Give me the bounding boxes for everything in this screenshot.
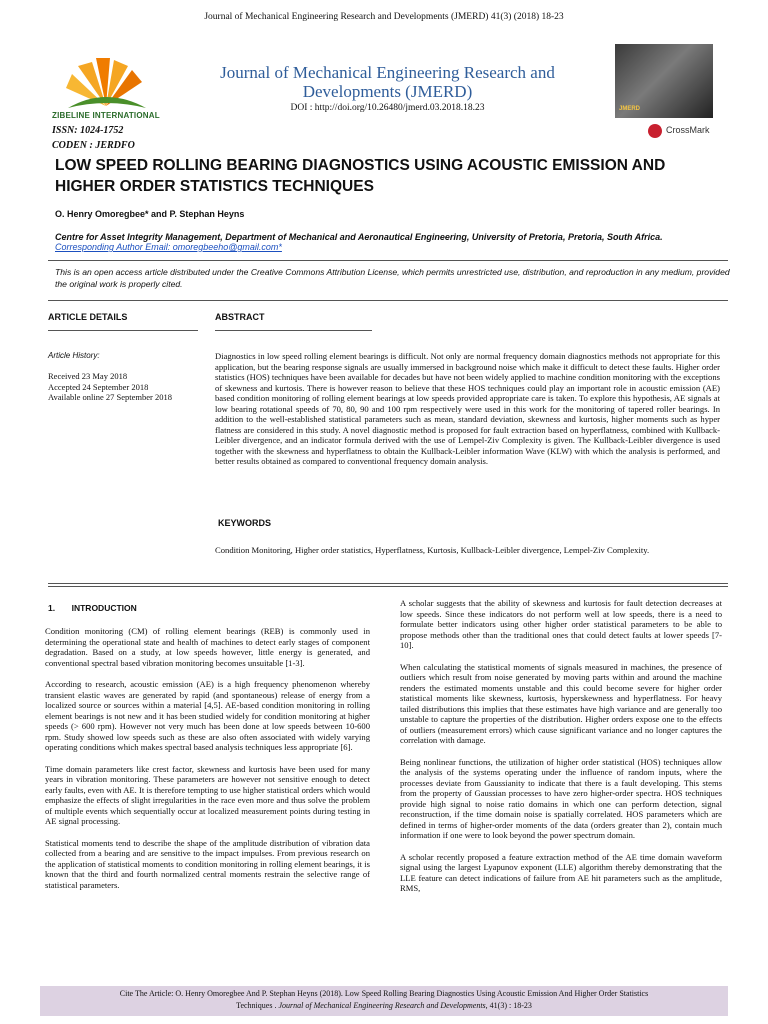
- citation-line-1: Cite The Article: O. Henry Omoregbee And P. Stephan Heyns (2018). Low Speed Rolling Bearing Diagnostics Using Acoustic Emission And Higher Order Statistics: [119, 989, 649, 998]
- divider: [48, 260, 728, 261]
- paragraph: A scholar suggests that the ability of skewness and kurtosis for fault detection decreases at low speeds. Since these indicators do not perform well at low speeds, there is a need to formulate better indicators using other higher order statistical parameters to be able to propose methods other than the traditional ones that could detect faults at lower speeds [7-10].: [400, 598, 722, 650]
- publisher-name: ZIBELINE INTERNATIONAL: [52, 111, 160, 120]
- divider: [48, 583, 728, 584]
- paragraph: According to research, acoustic emission (AE) is a high frequency phenomenon whereby transient elastic waves are generated by rapid (and spontaneous) release of energy from a localized source or sources within a material [4,5]. AE-based condition monitoring in rolling element bearings is not new and it has been studied widely for condition monitoring at higher speeds (> 600 rpm). However not very much has been done at low speeds between 10-600 rpm. Study showed low speeds such as these are also often associated with widely varying operating conditions which makes spectral based analysis techniques less appropriate [6].: [45, 679, 370, 752]
- paragraph: Being nonlinear functions, the utilization of higher order statistical (HOS) techniques allow the analysis of the systems operating under the influence of random inputs, where the processes deviate from Gaussianity to indicate that there is a fault developing. This stems from the property of Gaussian processes to have zero higher-order spectra. HOS techniques provide high signal to noise ratio domains in which one can perform detection, signal reconstruction, if the time domain noise is spatially correlated. HOS parameters which are defined in terms of higher-order moments of the data (orders greater than 2), contain much information if one were to look beyond the power spectrum domain.: [400, 756, 722, 840]
- paragraph: Statistical moments tend to describe the shape of the amplitude distribution of vibration data collected from a bearing and are sensitive to the impact impulses. From previous research on the application of statistical moments to condition monitoring in rolling element bearings, it is known that the third and fourth normalized central moments restrain the selective range of statistical parameters.: [45, 837, 370, 890]
- received-date: Received 23 May 2018: [48, 371, 128, 381]
- accepted-date: Accepted 24 September 2018: [48, 381, 149, 392]
- divider: [48, 300, 728, 301]
- doi-link[interactable]: DOI : http://doi.org/10.26480/jmerd.03.2018.18.23: [290, 103, 485, 113]
- citation-line-2: [40, 1000, 728, 1012]
- paragraph: A scholar recently proposed a feature extraction method of the AE time domain waveform signal using the largest Lyapunov exponent (LLE) algorithm thereby demonstrating that the LLE feature can detect indications of failure from AE hit parameters such as the amplitude, RMS,: [400, 851, 722, 893]
- citation-prefix: Techniques .: [236, 1001, 277, 1010]
- paragraph: Time domain parameters like crest factor, skewness and kurtosis have been used for many years in vibration monitoring. These parameters are however not sensitive enough to detect early faults, even with AE. It is therefore tempting to use higher statistical orders which would emphasize the effects of slight irregularities in the race even more and thus solve the problem of multiple events which sequentially occur at localized measurement points during testing in AE signal processing.: [45, 763, 370, 826]
- issn: ISSN: 1024-1752: [52, 125, 124, 136]
- paragraph: Condition monitoring (CM) of rolling element bearings (REB) is commonly used in determining the operational state and health of machines to detect early stages of component degradation. Based on a study, at low speeds however, little energy is generated, and conventional spectral based vibration monitoring becomes unsuitable [1-3].: [45, 626, 370, 668]
- sunburst-icon: [66, 58, 146, 108]
- citation-suffix: , 41(3) : 18-23: [485, 1001, 532, 1010]
- affiliation: Centre for Asset Integrity Management, Department of Mechanical and Aeronautical Engineering, University of Pretoria, Pretoria, South Africa.: [55, 232, 663, 242]
- license-note: This is an open access article distributed under the Creative Commons Attribution License, which permits unrestricted use, distribution, and reproduction in any medium, provided the original work is properly cited.: [55, 267, 730, 289]
- divider: [48, 330, 198, 331]
- introduction-heading: 1. INTRODUCTION: [48, 603, 137, 613]
- article-history: [48, 371, 172, 403]
- abstract-text: Diagnostics in low speed rolling element bearings is difficult. Not only are normal frequency domain diagnostics methods not appropriate for this application, but the bearing response signals are usually immersed in background noise which make it difficult to detect these faults. Higher order statistics (HOS) techniques have been available for decades but have not been widely applied to machine condition monitoring with the exceptions of skewness and kurtosis. There is however reason to believe that these HOS techniques could play an important role in acoustic emission (AE) based condition monitoring of rolling element bearings at low speeds provided appropriate care is taken. To explore this hypothesis, AE signals at low bearing rotational speeds of 70, 80, 90 and 100 rpm respectively were used in this work for the monitoring of tapered roller bearings. In addition to the well-established statistical parameters such as mean, standard deviation, skewness and kurtosis, higher moments such as hyper flatness are considered in this study. A novel diagnostic method is proposed for fault extraction based on hyperflatness, combined with Kullback-Leibler divergence, and an indicator formula derived with the use of Lempel-Ziv Complexity is given. The Kullback-Leibler divergence is used together with the skewness and hyperflatness to obtain the Kullback-Leibler information Wave (KLW) with which the analysis is performed, and better results obtained as compared to conventional frequency domain analysis.: [215, 351, 720, 466]
- article-details-heading: ARTICLE DETAILS: [48, 312, 128, 322]
- citation-footer: [40, 986, 728, 1016]
- citation-journal: Journal of Mechanical Engineering Research and Developments: [278, 1001, 486, 1010]
- article-title: LOW SPEED ROLLING BEARING DIAGNOSTICS USING ACOUSTIC EMISSION AND HIGHER ORDER STATISTICS TECHNIQUES: [55, 157, 666, 195]
- divider: [48, 586, 728, 587]
- authors: O. Henry Omoregbee* and P. Stephan Heyns: [55, 209, 245, 219]
- journal-cover-label: JMERD: [619, 106, 641, 112]
- history-label: Article History:: [48, 351, 100, 360]
- abstract-heading: ABSTRACT: [215, 312, 265, 322]
- divider: [215, 330, 372, 331]
- left-column: [45, 626, 370, 901]
- coden: CODEN : JERDFO: [52, 140, 135, 151]
- paragraph: When calculating the statistical moments of signals measured in machines, the presence of outliers which result from noise generated by moving parts within and around the machine renders the estimated moments unstable and this could become severe for higher order statistical moments like skewness, kurtosis, hyperskewness and hyperflatness. For heavy tailed distributions this implies that these estimates have high variance and are generally too unstable to capture the properties of the distribution. Higher orders expose one to the effects of outliers (measurement errors) which cause significant variance and no longer captures the correlation with damage.: [400, 661, 722, 745]
- keywords: Condition Monitoring, Higher order statistics, Hyperflatness, Kurtosis, Kullback-Leibler divergence, Lempel-Ziv Complexity.: [215, 545, 650, 555]
- running-header: Journal of Mechanical Engineering Research and Developments (JMERD) 41(3) (2018) 18-23: [204, 12, 564, 22]
- crossmark-icon[interactable]: [648, 124, 662, 138]
- right-column: [400, 598, 722, 905]
- corresponding-email[interactable]: Corresponding Author Email: omoregbeeho@gmail.com*: [55, 242, 282, 252]
- online-date: Available online 27 September 2018: [48, 392, 173, 402]
- journal-name: Journal of Mechanical Engineering Research and Developments (JMERD): [220, 63, 555, 101]
- keywords-heading: KEYWORDS: [218, 518, 272, 528]
- crossmark-label[interactable]: CrossMark: [666, 125, 710, 135]
